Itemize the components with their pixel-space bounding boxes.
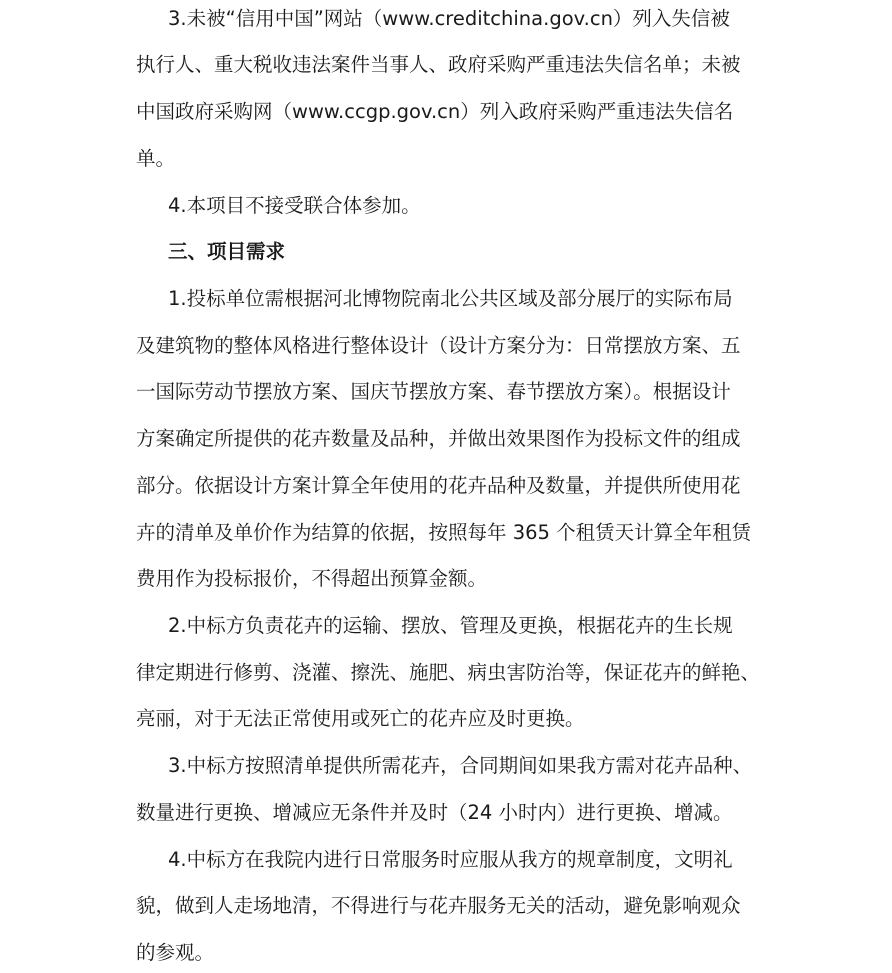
- requirement-1-line-5: 部分。依据设计方案计算全年使用的花卉品种及数量，并提供所使用花: [136, 474, 741, 497]
- requirement-2-line-3: 亮丽，对于无法正常使用或死亡的花卉应及时更换。: [136, 707, 585, 730]
- item-3-line-3: 中国政府采购网（www.ccgp.gov.cn）列入政府采购严重违法失信名: [136, 100, 734, 123]
- requirement-4-line-2: 貌，做到人走场地清，不得进行与花卉服务无关的活动，避免影响观众: [136, 894, 741, 917]
- item-3-line-2: 执行人、重大税收违法案件当事人、政府采购严重违法失信名单；未被: [136, 53, 741, 76]
- requirement-2-line-2: 律定期进行修剪、浇灌、擦洗、施肥、病虫害防治等，保证花卉的鲜艳、: [136, 661, 761, 684]
- requirement-3-line-2: 数量进行更换、增减应无条件并及时（24 小时内）进行更换、增减。: [136, 801, 733, 824]
- requirement-4-line-1: 4.中标方在我院内进行日常服务时应服从我方的规章制度，文明礼: [168, 848, 733, 871]
- requirement-1-line-1: 1.投标单位需根据河北博物院南北公共区域及部分展厅的实际布局: [168, 287, 733, 310]
- section-heading: 三、项目需求: [168, 240, 286, 263]
- requirement-1-line-4: 方案确定所提供的花卉数量及品种，并做出效果图作为投标文件的组成: [136, 427, 741, 450]
- requirement-3-line-1: 3.中标方按照清单提供所需花卉，合同期间如果我方需对花卉品种、: [168, 754, 753, 777]
- requirement-1-line-6: 卉的清单及单价作为结算的依据，按照每年 365 个租赁天计算全年租赁: [136, 521, 752, 544]
- item-3-line-1: 3.未被“信用中国”网站（www.creditchina.gov.cn）列入失信被: [168, 7, 730, 30]
- requirement-4-line-3: 的参观。: [136, 941, 215, 964]
- requirement-2-line-1: 2.中标方负责花卉的运输、摆放、管理及更换，根据花卉的生长规: [168, 614, 733, 637]
- item-4-line-1: 4.本项目不接受联合体参加。: [168, 194, 421, 217]
- requirement-1-line-2: 及建筑物的整体风格进行整体设计（设计方案分为：日常摆放方案、五: [136, 334, 741, 357]
- requirement-1-line-3: 一国际劳动节摆放方案、国庆节摆放方案、春节摆放方案）。根据设计: [136, 380, 731, 403]
- requirement-1-line-7: 费用作为投标报价，不得超出预算金额。: [136, 567, 488, 590]
- item-3-line-4: 单。: [136, 147, 176, 170]
